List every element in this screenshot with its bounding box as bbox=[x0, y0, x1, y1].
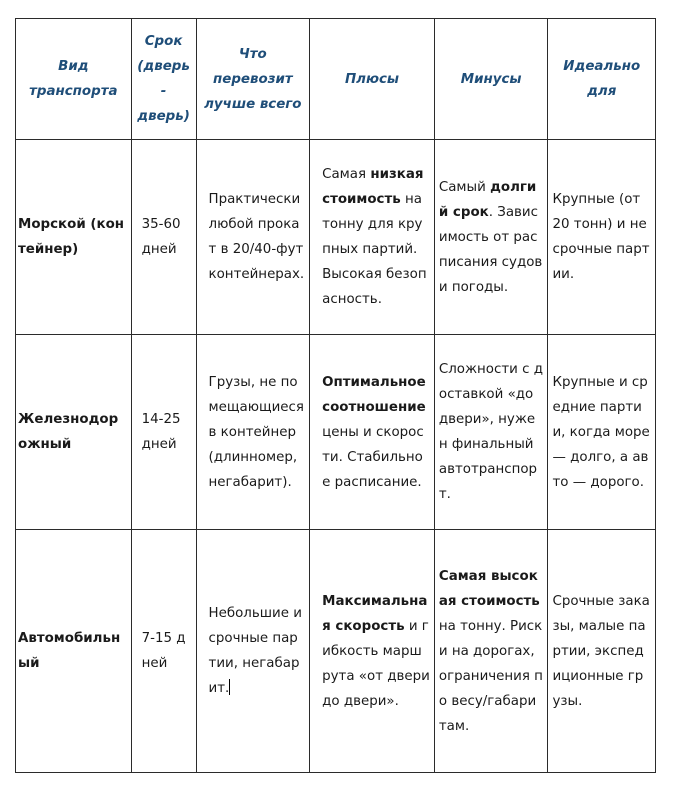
header-pros: Плюсы bbox=[310, 19, 435, 140]
cargo-cell: Грузы, не помещающиеся в контейнер (длинномер, негабарит). bbox=[196, 335, 310, 530]
header-cons: Минусы bbox=[434, 19, 548, 140]
pros-highlight: Максимальная скорость bbox=[322, 593, 428, 634]
header-term: Срок (дверь - дверь) bbox=[131, 19, 196, 140]
cons-text-rest: . Зависимость от расписания судов и погоды. bbox=[438, 204, 543, 295]
term-cell: 14-25 дней bbox=[131, 335, 196, 530]
transport-type-cell: Морской (контейнер) bbox=[16, 140, 132, 335]
cons-text: Самый bbox=[438, 179, 491, 195]
ideal-cell: Срочные заказы, малые партии, экспедиционные грузы. bbox=[548, 530, 656, 773]
ideal-cell: Крупные и средние партии, когда море — долго, а авто — дорого. bbox=[548, 335, 656, 530]
term-cell: 7-15 дней bbox=[131, 530, 196, 773]
cargo-cell: Практически любой прокат в 20/40-фут контейнерах. bbox=[196, 140, 310, 335]
pros-cell bbox=[310, 140, 435, 335]
pros-cell bbox=[310, 530, 435, 773]
pros-cell bbox=[310, 335, 435, 530]
transport-type-cell: Железнодорожный bbox=[16, 335, 132, 530]
transport-comparison-table bbox=[15, 18, 656, 773]
cargo-text[interactable]: Небольшие и срочные партии, негабарит. bbox=[208, 606, 302, 696]
header-best-cargo: Что перевозит лучше всего bbox=[196, 19, 310, 140]
transport-type-cell: Автомобильный bbox=[16, 530, 132, 773]
term-cell: 35-60 дней bbox=[131, 140, 196, 335]
header-row bbox=[16, 19, 656, 140]
table-row-rail bbox=[16, 335, 656, 530]
cons-cell bbox=[434, 530, 548, 773]
pros-highlight: низкая стоимость bbox=[322, 167, 424, 207]
cons-text: Сложности с доставкой «до двери», нужен финальный автотранспорт. bbox=[438, 362, 543, 502]
cargo-cell[interactable] bbox=[196, 530, 310, 773]
ideal-cell: Крупные (от 20 тонн) и несрочные партии. bbox=[548, 140, 656, 335]
table-row-sea bbox=[16, 140, 656, 335]
pros-text-rest: на тонну для крупных партий. Высокая безопасность. bbox=[322, 192, 427, 307]
pros-text: Самая bbox=[322, 167, 371, 182]
header-ideal-for: Идеально для bbox=[548, 19, 656, 140]
cons-text-rest: на тонну. Риски на дорогах, ограничения по весу/габаритам. bbox=[438, 618, 543, 734]
cons-cell bbox=[434, 335, 548, 530]
pros-text-rest: цены и скорости. Стабильное расписание. bbox=[322, 424, 424, 490]
cons-cell bbox=[434, 140, 548, 335]
table-row-road bbox=[16, 530, 656, 773]
pros-text-rest: и гибкость маршрута «от двери до двери». bbox=[322, 618, 430, 709]
header-transport-type: Вид транспорта bbox=[16, 19, 132, 140]
pros-highlight: Оптимальное соотношение bbox=[322, 374, 426, 415]
cons-highlight: Самая высокая стоимость bbox=[438, 568, 540, 609]
text-caret bbox=[229, 679, 230, 695]
cons-highlight: долгий срок bbox=[438, 179, 537, 220]
